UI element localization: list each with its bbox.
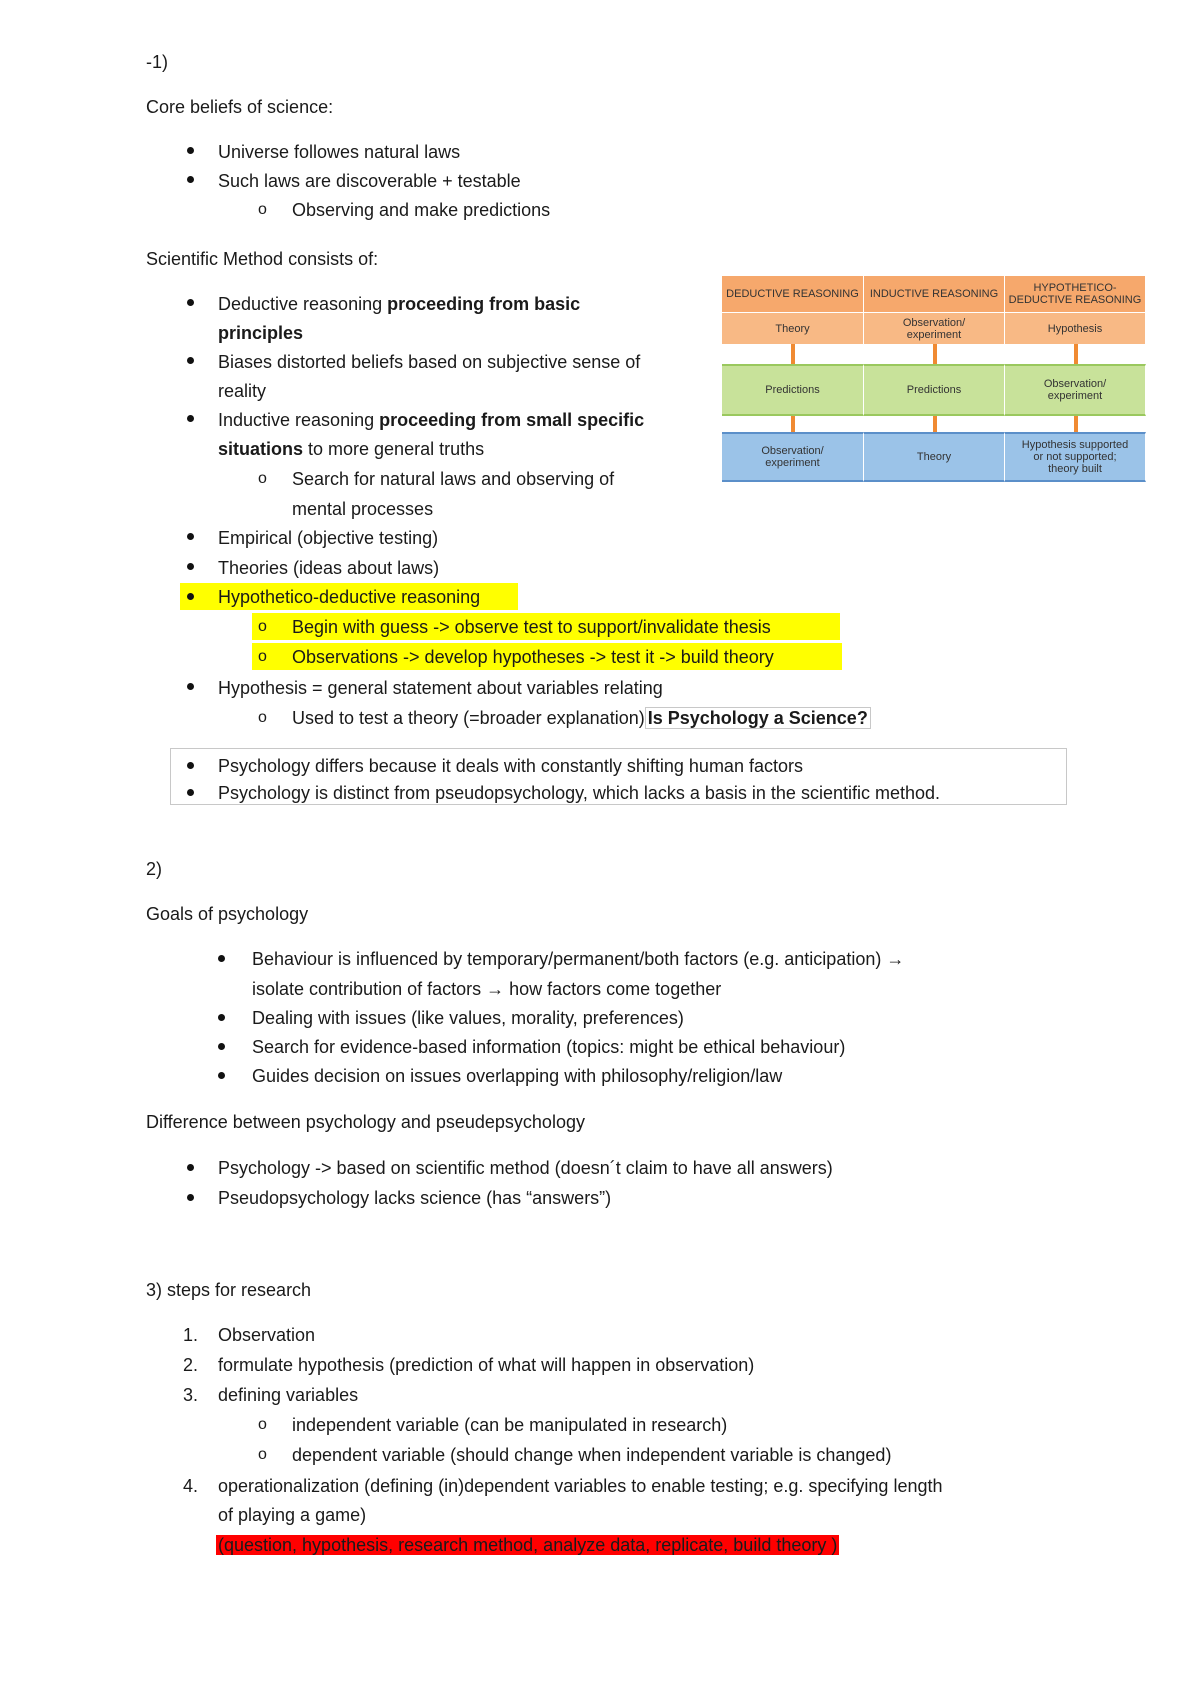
method-subitem: Search for natural laws and observing of	[292, 469, 615, 489]
bullet	[187, 533, 194, 540]
bullet	[187, 762, 194, 769]
diagram-cell	[1005, 364, 1146, 416]
text: HYPOTHETICO-	[1033, 282, 1117, 294]
text: Deductive reasoning	[218, 294, 388, 314]
arrow-icon: →	[486, 979, 505, 999]
core-beliefs-heading: Core beliefs of science:	[146, 97, 334, 117]
bold-text: Is Psychology a Science?	[645, 707, 871, 729]
method-item-biases-cont: reality	[218, 381, 267, 401]
diagram-cell: Theory	[864, 432, 1005, 482]
goals-heading: Goals of psychology	[146, 904, 309, 924]
method-item-deductive	[218, 292, 580, 316]
step-number: 1.	[183, 1325, 199, 1345]
goal-item: Search for evidence-based information (topics: might be ethical behaviour)	[252, 1037, 846, 1057]
method-item-theories: Theories (ideas about laws)	[218, 558, 440, 578]
text: experiment	[1047, 390, 1103, 402]
diagram-header-deductive: DEDUCTIVE REASONING	[722, 276, 864, 312]
reasoning-diagram	[722, 276, 1146, 492]
diagram-connector	[933, 416, 937, 432]
method-item-biases: Biases distorted beliefs based on subjective sense of	[218, 352, 641, 372]
step-item-highlight	[216, 1533, 839, 1557]
bullet	[218, 1072, 225, 1079]
method-subitem: Begin with guess -> observe test to support/invalidate thesis	[292, 617, 771, 637]
box-item: Psychology is distinct from pseudopsychology, which lacks a basis in the scientific method.	[218, 783, 941, 803]
method-subitem: Observations -> develop hypotheses -> test it -> build theory	[292, 647, 774, 667]
diagram-connector	[791, 344, 795, 364]
sub-bullet-marker: o	[258, 470, 267, 487]
box-item: Psychology differs because it deals with constantly shifting human factors	[218, 756, 803, 776]
bullet	[187, 1194, 194, 1201]
difference-heading: Difference between psychology and pseudepsychology	[146, 1112, 585, 1132]
section-1-number: -1)	[146, 52, 168, 72]
bullet	[187, 415, 194, 422]
arrow-icon: →	[886, 949, 905, 969]
method-item-inductive-cont	[218, 437, 484, 461]
bold-text: proceeding from basic	[387, 294, 581, 314]
difference-item: Psychology -> based on scientific method (doesn´t claim to have all answers)	[218, 1158, 833, 1178]
text: DEDUCTIVE REASONING	[1008, 294, 1142, 306]
method-item-hypothesis: Hypothesis = general statement about variables relating	[218, 678, 663, 698]
diagram-header-hypothetico	[1005, 276, 1146, 312]
text: or not supported;	[1033, 451, 1117, 463]
text: how factors come together	[504, 979, 722, 999]
bullet	[187, 789, 194, 796]
sub-bullet-marker: o	[258, 1416, 267, 1433]
step-item: operationalization (defining (in)dependent variables to enable testing; e.g. specifying length	[218, 1476, 943, 1496]
bold-text: principles	[218, 323, 304, 343]
text: Observation/	[1043, 378, 1107, 390]
bullet	[218, 1014, 225, 1021]
step-number: 4.	[183, 1476, 199, 1496]
goal-item-cont	[252, 977, 721, 1001]
difference-item: Pseudopsychology lacks science (has “answers”)	[218, 1188, 612, 1208]
diagram-connector	[933, 344, 937, 364]
sub-bullet-marker: o	[258, 618, 267, 635]
research-steps-heading: 3) steps for research	[146, 1280, 312, 1300]
diagram-connector	[791, 416, 795, 432]
method-subitem-cont: mental processes	[292, 499, 434, 519]
core-belief-subitem: Observing and make predictions	[292, 200, 551, 220]
goal-item: Guides decision on issues overlapping with philosophy/religion/law	[252, 1066, 783, 1086]
diagram-cell: Predictions	[722, 364, 864, 416]
step-subitem: independent variable (can be manipulated in research)	[292, 1415, 728, 1435]
section-2-number: 2)	[146, 859, 163, 879]
red-highlight-text: (question, hypothesis, research method, analyze data, replicate, build theory )	[218, 1535, 838, 1555]
bullet	[187, 683, 194, 690]
step-item: formulate hypothesis (prediction of what will happen in observation)	[218, 1355, 755, 1375]
bullet	[187, 1164, 194, 1171]
diagram-cell	[722, 432, 864, 482]
method-item-deductive-cont	[218, 321, 303, 345]
sub-bullet-marker: o	[258, 648, 267, 665]
bold-text: proceeding from small specific	[379, 410, 645, 430]
method-subitem	[292, 706, 871, 730]
diagram-cell: Hypothesis	[1005, 312, 1146, 344]
step-number: 3.	[183, 1385, 199, 1405]
bullet	[187, 357, 194, 364]
step-item-cont: of playing a game)	[218, 1505, 367, 1525]
bullet	[218, 955, 225, 962]
text: Used to test a theory (=broader explanation)	[292, 708, 645, 728]
core-belief-item: Such laws are discoverable + testable	[218, 171, 521, 191]
text: to more general truths	[303, 439, 485, 459]
bullet	[187, 563, 194, 570]
bullet	[187, 176, 194, 183]
core-belief-item: Universe followes natural laws	[218, 142, 461, 162]
sub-bullet-marker: o	[258, 1446, 267, 1463]
text: isolate contribution of factors	[252, 979, 487, 999]
diagram-header-inductive: INDUCTIVE REASONING	[864, 276, 1005, 312]
bullet	[218, 1043, 225, 1050]
goal-item: Dealing with issues (like values, morality, preferences)	[252, 1008, 684, 1028]
step-subitem: dependent variable (should change when independent variable is changed)	[292, 1445, 892, 1465]
text: experiment	[765, 457, 820, 469]
bullet	[187, 147, 194, 154]
text: theory built	[1048, 463, 1102, 475]
diagram-cell: Theory	[722, 312, 864, 344]
diagram-cell: Predictions	[864, 364, 1005, 416]
method-item-inductive	[218, 408, 644, 432]
text: experiment	[906, 328, 962, 341]
sub-bullet-marker: o	[258, 201, 267, 218]
diagram-cell	[864, 312, 1005, 344]
text: Observation/	[902, 316, 966, 329]
text: Behaviour is influenced by temporary/permanent/both factors (e.g. anticipation)	[252, 949, 887, 969]
step-item: Observation	[218, 1325, 316, 1345]
step-item: defining variables	[218, 1385, 359, 1405]
sub-bullet-marker: o	[258, 709, 267, 726]
method-item-empirical: Empirical (objective testing)	[218, 528, 439, 548]
bullet	[187, 299, 194, 306]
diagram-connector	[1074, 416, 1078, 432]
bullet	[187, 593, 194, 600]
bold-text: situations	[218, 439, 304, 459]
diagram-connector	[1074, 344, 1078, 364]
diagram-cell	[1005, 432, 1146, 482]
text: Inductive reasoning	[218, 410, 380, 430]
text: Observation/	[761, 445, 824, 457]
goal-item	[252, 947, 904, 971]
scientific-method-heading: Scientific Method consists of:	[146, 249, 379, 269]
text: Hypothesis supported	[1021, 439, 1129, 451]
method-item-hypothetico: Hypothetico-deductive reasoning	[218, 587, 481, 607]
step-number: 2.	[183, 1355, 199, 1375]
